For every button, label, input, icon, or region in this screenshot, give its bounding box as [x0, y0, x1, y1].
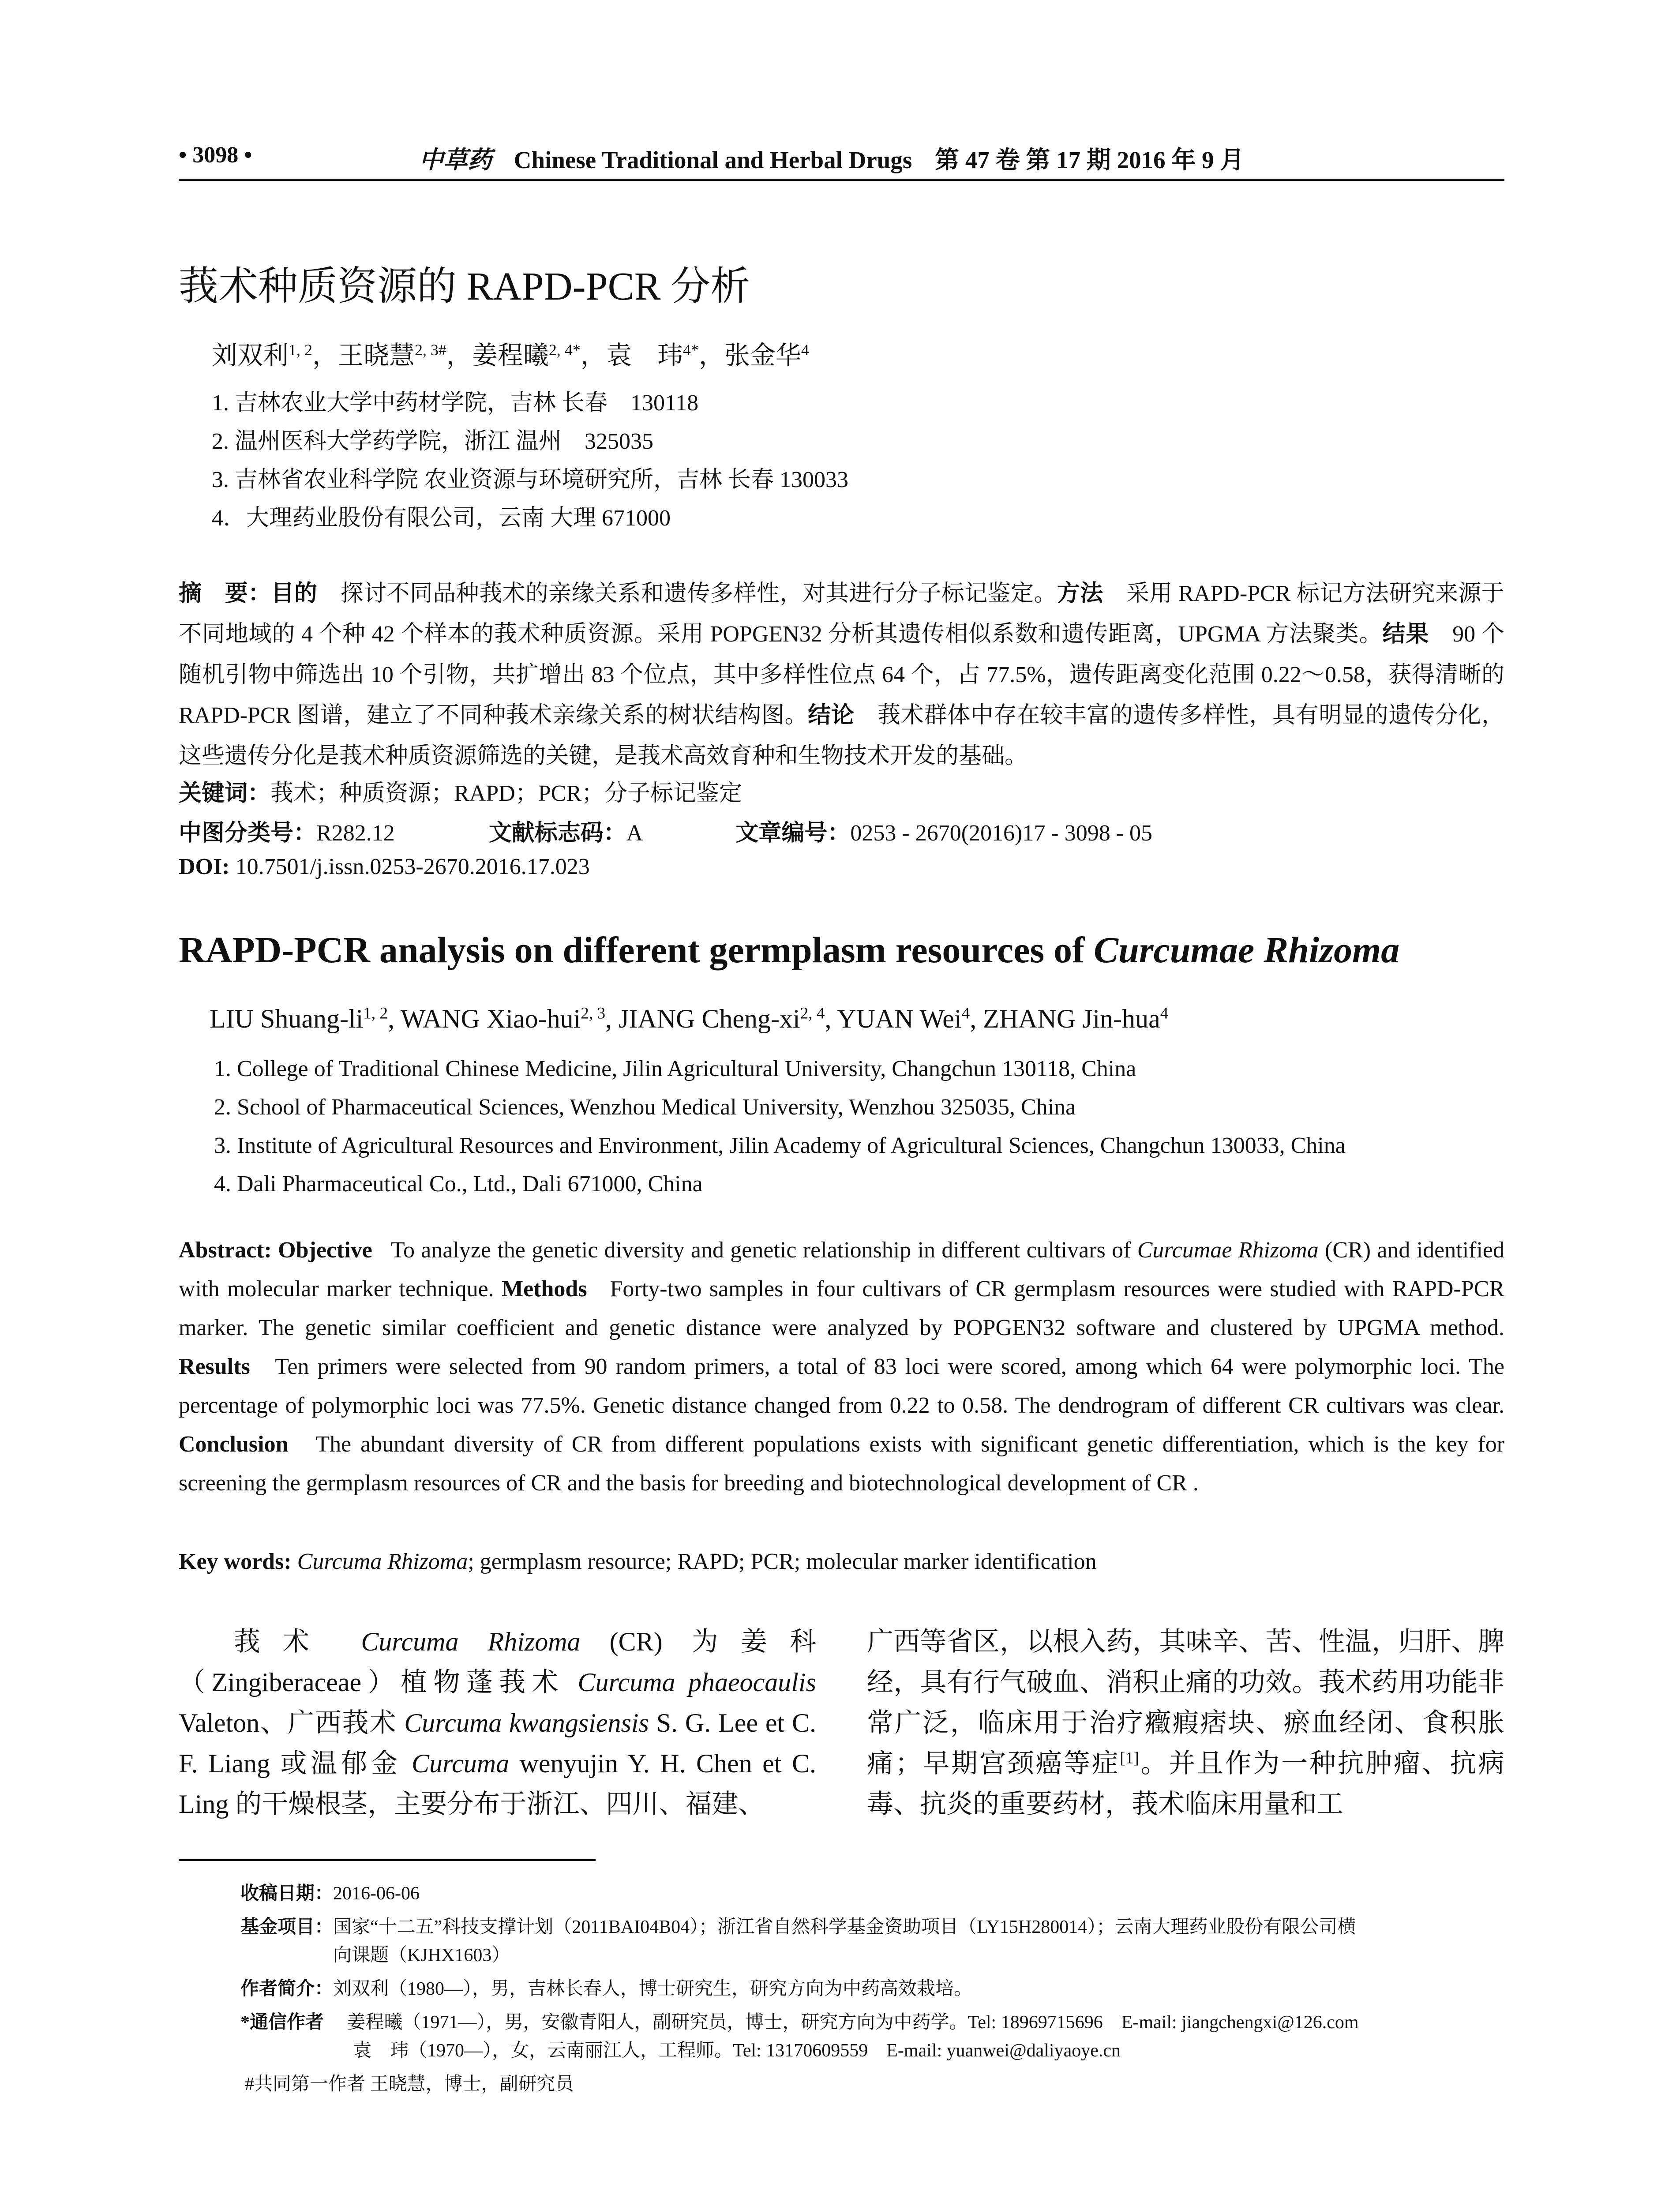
body-column-right [867, 1621, 1504, 1824]
cn-author-name: 袁 玮 [606, 341, 683, 370]
en-title-italic: Curcumae Rhizoma [1094, 930, 1400, 971]
journal-issue: 第 47 卷 第 17 期 2016 年 9 月 [935, 146, 1245, 173]
doi-value: 10.7501/j.issn.0253-2670.2016.17.023 [235, 854, 590, 879]
cn-author-name: 姜程曦 [472, 341, 549, 370]
corresponding-author-2: 袁 玮（1970—），女，云南丽江人，工程师。Tel: 13170609559 E-mail: yuanwei@daliyaoye.cn [353, 2041, 1121, 2061]
cn-keywords-label: 关键词： [179, 781, 271, 806]
en-author-affiliation-mark: 4 [961, 1004, 970, 1023]
cn-affiliation-3: 3. 吉林省农业科学院 农业资源与环境研究所，吉林 长春 130033 [212, 467, 849, 492]
doi-line [179, 854, 590, 880]
journal-name-en: Chinese Traditional and Herbal Drugs [514, 146, 912, 173]
footnote-fund-cont: 向课题（KJHX1603） [333, 1945, 510, 1966]
cn-class-value: R282.12 [316, 821, 395, 846]
body-text: (CR) 为姜科（Zingiberaceae）植物蓬莪术 [179, 1627, 817, 1697]
en-abstract-label: Abstract: [179, 1238, 272, 1263]
en-results-label: Results [179, 1354, 250, 1379]
cn-doc-label: 文献标志码： [488, 821, 626, 846]
en-author-affiliation-mark: 2, 4 [800, 1004, 825, 1023]
cn-conclusion-label: 结论 [808, 703, 855, 728]
cn-article-title: 莪术种质资源的 RAPD-PCR 分析 [179, 265, 750, 308]
species-name: Curcuma Rhizoma [361, 1627, 581, 1656]
en-author-affiliation-mark: 4 [1160, 1004, 1169, 1023]
en-title-main: RAPD-PCR analysis on different germplasm resources of [179, 930, 1094, 971]
en-author-name: LIU Shuang-li [210, 1004, 364, 1033]
cn-class-label: 中图分类号： [179, 821, 317, 846]
cn-author-affiliation-mark: 4* [682, 341, 699, 359]
journal-name-cn: 中草药 [419, 146, 492, 173]
en-author-affiliation-mark: 1, 2 [363, 1004, 388, 1023]
cn-classification-line [179, 814, 1152, 847]
cn-affiliation-4: 4．大理药业股份有限公司，云南 大理 671000 [212, 506, 671, 531]
body-right-text-cont: 。并且作为一种抗肿瘤、抗病毒、抗炎的重要药材，莪术临床用量和工 [867, 1749, 1505, 1819]
en-methods-label: Methods [502, 1276, 587, 1302]
species-name: Curcuma phaeocaulis [578, 1668, 816, 1697]
cn-article-label: 文章编号： [735, 821, 851, 846]
page-number: • 3098 • [179, 143, 252, 168]
cn-results: 90 个随机引物中筛选出 10 个引物，共扩增出 83 个位点，其中多样性位点 64 个，占 77.5%，遗传距离变化范围 0.22～0.58，获得清晰的 RAPD-PCR 图谱，建立了不同种莪术亲缘关系的树状结构图。 [179, 622, 1504, 728]
cn-objective: 探讨不同品种莪术的亲缘关系和遗传多样性，对其进行分子标记鉴定。 [340, 581, 1057, 606]
body-column-left [179, 1621, 816, 1824]
footnote-received [240, 1879, 420, 1905]
cn-abstract [179, 574, 1504, 777]
cn-abstract-label: 摘 要： [179, 581, 271, 606]
cn-author-affiliation-mark: 1, 2 [289, 341, 312, 359]
doi-label: DOI: [179, 854, 230, 879]
species-name: Curcuma kwangsiensis [404, 1708, 649, 1737]
en-author-affiliation-mark: 2, 3 [581, 1004, 606, 1023]
en-keywords [179, 1549, 1097, 1575]
en-article-title [179, 929, 1399, 972]
journal-header [419, 140, 1244, 175]
fund-label: 基金项目： [240, 1917, 334, 1937]
header-rule [179, 179, 1504, 181]
cn-author-name: 刘双利 [212, 341, 289, 370]
en-results: Ten primers were selected from 90 random primers, a total of 83 loci were scored, among which 64 were polymorphic loci. The percentage of polymorphic loci was 77.5%. Genetic distance changed from 0.22 to 0.58. The dendrogram of different CR cultivars was clear. [179, 1354, 1505, 1418]
body-text: wenyujin Y. H. Chen et C. Ling 的干燥根茎，主要分布于浙江、四川、福建、 [179, 1749, 816, 1819]
cn-affiliation-1: 1. 吉林农业大学中药材学院，吉林 长春 130118 [212, 390, 699, 416]
footnote-corresponding [240, 2007, 1359, 2034]
cn-keywords-value: 莪术；种质资源；RAPD；PCR；分子标记鉴定 [270, 781, 742, 806]
cn-results-label: 结果 [1382, 622, 1429, 647]
corresponding-author-1: 姜程曦（1971—），男，安徽青阳人，副研究员，博士，研究方向为中药学。Tel: 18969715696 E-mail: jiangchengxi@126.com [347, 2012, 1359, 2033]
en-affiliation-4: 4. Dali Pharmaceutical Co., Ltd., Dali 671000, China [214, 1171, 703, 1197]
cn-author-affiliation-mark: 2, 3# [414, 341, 446, 359]
en-affiliation-3: 3. Institute of Agricultural Resources and Environment, Jilin Academy of Agricultural Sciences, Changchun 130033, China [214, 1133, 1346, 1158]
en-methods: Forty-two samples in four cultivars of CR germplasm resources were studied with RAPD-PCR marker. The genetic similar coefficient and genetic distance were analyzed by POPGEN32 software and clustered by UPGMA method. [179, 1276, 1505, 1340]
en-objective-label: Objective [278, 1238, 372, 1263]
cn-keywords [179, 774, 742, 807]
author-bio: 刘双利（1980—），男，吉林长春人，博士研究生，研究方向为中药高效栽培。 [333, 1979, 973, 1999]
en-author-name: ZHANG Jin-hua [983, 1004, 1160, 1033]
received-label: 收稿日期： [240, 1883, 334, 1904]
en-objective-italic: Curcumae Rhizoma [1137, 1238, 1319, 1263]
cn-author-name: 王晓慧 [338, 341, 415, 370]
cn-objective-label: 目的 [271, 581, 318, 606]
body-text: Valeton、广西莪术 [179, 1708, 405, 1737]
cn-doc-value: A [626, 821, 642, 846]
footnote-author [240, 1974, 972, 2000]
reference-citation[interactable]: [1] [1120, 1749, 1139, 1767]
footnote-rule [179, 1859, 596, 1861]
en-author-list: LIU Shuang-li$^{1, 2}$, WANG Xiao-hui$^{2, 3}$, JIANG Cheng-xi$^{2, 4}$, YUAN Wei$^4$, ZHANG Jin-hua$^4$ [210, 1004, 1169, 1033]
cn-author-affiliation-mark: 4 [801, 341, 809, 359]
body-text: S. G. Lee et C. F. Liang 或温郁金 [179, 1708, 817, 1778]
en-author-name: JIANG Cheng-xi [619, 1004, 800, 1033]
cn-affiliation-2: 2. 温州医科大学药学院，浙江 温州 325035 [212, 429, 654, 454]
en-keywords-rest: ; germplasm resource; RAPD; PCR; molecular marker identification [468, 1549, 1097, 1574]
en-abstract [179, 1231, 1504, 1503]
cn-author-affiliation-mark: 2, 4* [548, 341, 581, 359]
body-right-text: 广西等省区，以根入药，其味辛、苦、性温，归肝、脾经，具有行气破血、消积止痛的功效。莪术药用功能非常广泛，临床用于治疗癥瘕痞块、瘀血经闭、食积胀痛；早期宫颈癌等症 [867, 1627, 1504, 1778]
cn-conclusion: 莪术群体中存在较丰富的遗传多样性，具有明显的遗传分化，这些遗传分化是莪术种质资源筛选的关键，是莪术高效育种和生物技术开发的基础。 [179, 703, 1504, 769]
en-keywords-italic: Curcuma Rhizoma [297, 1549, 468, 1574]
fund-text: 国家“十二五”科技支撑计划（2011BAI04B04）；浙江省自然科学基金资助项目（LY15H280014）；云南大理药业股份有限公司横 [333, 1917, 1356, 1937]
cn-author-list: 刘双利$^{1, 2}$，王晓慧$^{2, 3\#}$，姜程曦$^{2, 4*}$，袁 玮$^{4*}$，张金华$^4$ [212, 341, 809, 370]
en-author-name: YUAN Wei [837, 1004, 962, 1033]
cn-article-value: 0253 - 2670(2016)17 - 3098 - 05 [850, 821, 1153, 846]
en-keywords-label: Key words: [179, 1549, 292, 1574]
en-objective-pre: To analyze the genetic diversity and genetic relationship in different cultivars of [390, 1238, 1137, 1263]
en-conclusion: The abundant diversity of CR from different populations exists with significant genetic differentiation, which is the key for screening the germplasm resources of CR and the basis for breeding and biotechnological development of CR . [179, 1432, 1505, 1496]
en-affiliation-1: 1. College of Traditional Chinese Medicine, Jilin Agricultural University, Changchun 130118, China [214, 1056, 1136, 1081]
footnote-fund [240, 1912, 1356, 1939]
en-objective-post: (CR) and identified with molecular marker technique. [179, 1238, 1504, 1302]
cn-methods: 采用 RAPD-PCR 标记方法研究来源于不同地域的 4 个种 42 个样本的莪术种质资源。采用 POPGEN32 分析其遗传相似系数和遗传距离，UPGMA 方法聚类。 [179, 581, 1504, 647]
footnote-cofirst: #共同第一作者 王晓慧，博士，副研究员 [245, 2074, 574, 2094]
cn-author-name: 张金华 [724, 341, 801, 370]
corresponding-label: *通信作者 [240, 2012, 324, 2033]
author-bio-label: 作者简介： [240, 1979, 334, 1999]
en-author-name: WANG Xiao-hui [400, 1004, 581, 1033]
body-text: 莪术 [234, 1627, 361, 1656]
en-conclusion-label: Conclusion [179, 1432, 289, 1457]
en-affiliation-2: 2. School of Pharmaceutical Sciences, Wenzhou Medical University, Wenzhou 325035, China [214, 1095, 1076, 1120]
received-date: 2016-06-06 [333, 1883, 420, 1904]
species-name: Curcuma [411, 1749, 510, 1778]
cn-methods-label: 方法 [1057, 581, 1103, 606]
